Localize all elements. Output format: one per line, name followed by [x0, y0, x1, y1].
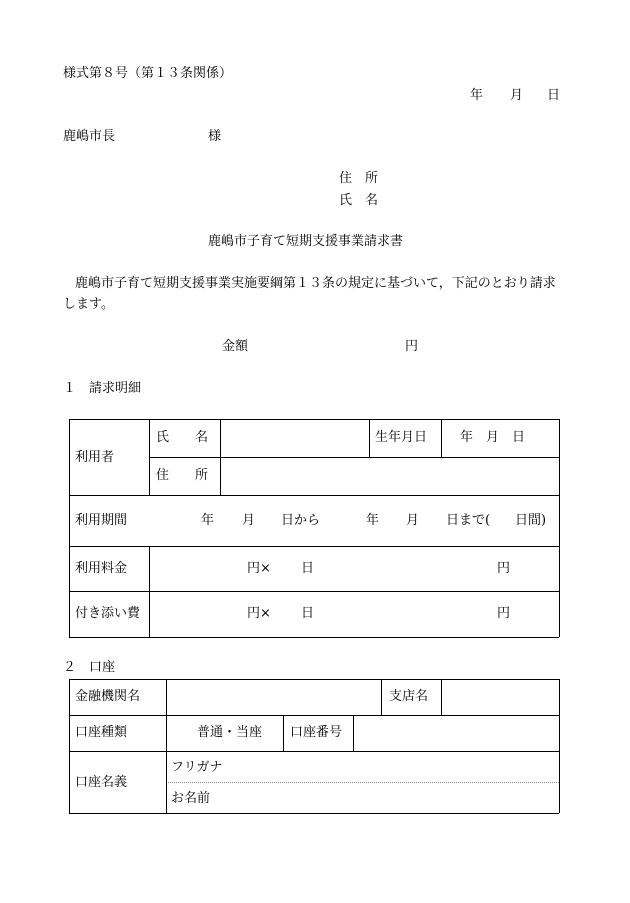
birthdate-label: 生年月日	[375, 430, 428, 445]
date-day-label: 日	[547, 88, 561, 103]
fee-label: 利用料金	[75, 561, 128, 576]
period-year-1: 年	[201, 513, 215, 528]
user-name-input[interactable]	[225, 424, 365, 452]
addressee-honorific: 様	[208, 129, 222, 144]
period-month-2: 月	[406, 513, 420, 528]
section1-heading: １ 請求明細	[63, 381, 142, 396]
escort-fee-label: 付き添い費	[75, 606, 141, 621]
escort-yen-times: 円×	[247, 606, 271, 621]
section2-heading: ２ 口座	[63, 660, 116, 675]
date-month-label: 月	[510, 88, 524, 103]
holder-name-label: お名前	[171, 791, 211, 806]
holder-name-input[interactable]	[230, 786, 554, 810]
account-holder-label: 口座名義	[75, 775, 128, 790]
form-number: 様式第８号（第１３条関係）	[63, 66, 233, 81]
user-name-label: 氏 名	[156, 430, 209, 445]
body-text-line-1: 鹿嶋市子育て短期支援事業実施要綱第１３条の規定に基づいて，下記のとおり請求	[75, 276, 556, 291]
escort-yen: 円	[497, 606, 511, 621]
birthdate-input[interactable]: 年 月 日	[460, 430, 526, 445]
account-number-input[interactable]	[358, 719, 554, 747]
fee-day: 日	[301, 561, 315, 576]
user-address-label: 住 所	[156, 468, 209, 483]
amount-unit: 円	[405, 339, 419, 354]
furigana-label: フリガナ	[171, 760, 223, 775]
amount-label: 金額	[222, 339, 249, 354]
date-year-label: 年	[470, 88, 484, 103]
period-days: 日間)	[515, 513, 547, 528]
period-year-2: 年	[366, 513, 380, 528]
branch-name-label: 支店名	[389, 689, 429, 704]
fee-yen: 円	[497, 561, 511, 576]
furigana-input[interactable]	[230, 755, 554, 779]
fee-yen-times: 円×	[247, 561, 271, 576]
addressee-name: 鹿嶋市長	[63, 129, 116, 144]
body-text-line-2: します。	[63, 297, 114, 312]
account-number-label: 口座番号	[290, 725, 343, 740]
period-to: 日まで(	[446, 513, 491, 528]
user-label: 利用者	[75, 450, 115, 465]
period-from: 日から	[281, 513, 321, 528]
document-title: 鹿嶋市子育て短期支援事業請求書	[208, 234, 404, 249]
account-type-value[interactable]: 普通・当座	[197, 725, 263, 740]
bank-name-label: 金融機関名	[75, 689, 141, 704]
applicant-name-label: 氏 名	[339, 193, 379, 208]
applicant-address-label: 住 所	[339, 171, 379, 186]
period-label: 利用期間	[75, 513, 128, 528]
branch-name-input[interactable]	[446, 683, 554, 711]
bank-name-input[interactable]	[171, 683, 376, 711]
account-type-label: 口座種類	[75, 725, 128, 740]
user-address-input[interactable]	[225, 462, 555, 490]
escort-day: 日	[301, 606, 315, 621]
period-month-1: 月	[242, 513, 256, 528]
